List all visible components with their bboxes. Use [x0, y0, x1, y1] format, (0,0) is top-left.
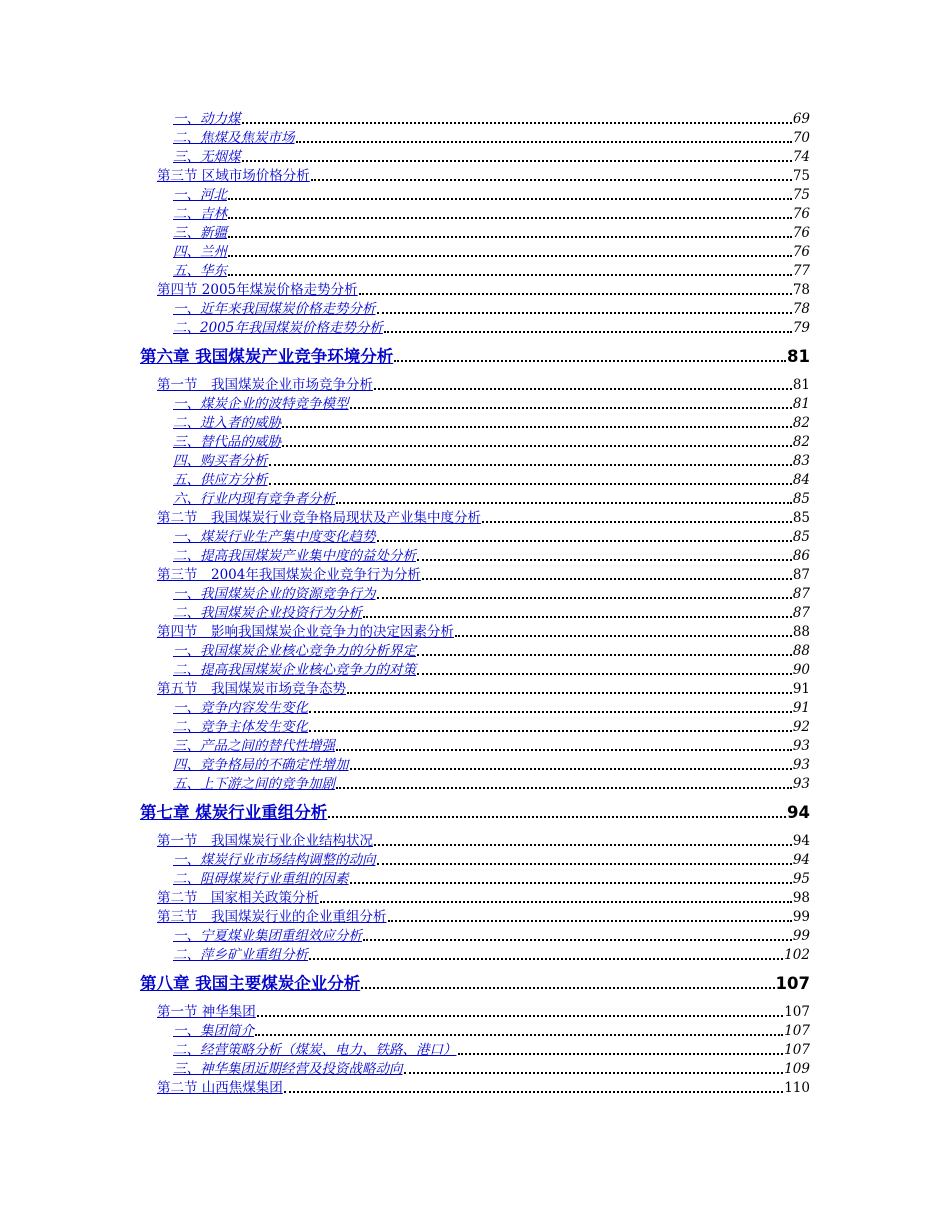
toc-entry-link[interactable]: 一、集团简介 [173, 1023, 254, 1039]
toc-page-number: 81 [787, 347, 810, 366]
dot-leader [347, 692, 792, 694]
toc-page-number: 78 [792, 301, 810, 317]
dot-leader [394, 360, 786, 362]
toc-section-entry[interactable] [157, 680, 810, 699]
toc-subsection-entry[interactable] [173, 642, 810, 661]
toc-page-number: 87 [792, 567, 810, 583]
dot-leader [374, 844, 792, 846]
toc-chapter-entry[interactable] [140, 338, 810, 376]
dot-leader [377, 597, 792, 599]
toc-entry-link[interactable]: 二、阻碍煤炭行业重组的因素 [173, 871, 349, 887]
toc-subsection-entry[interactable] [173, 528, 810, 547]
toc-page-number: 75 [792, 187, 810, 203]
dot-leader [377, 540, 792, 542]
toc-entry-link[interactable]: 二、萍乡矿业重组分析 [173, 947, 308, 963]
toc-page-number: 107 [775, 974, 810, 993]
toc-page-number: 94 [792, 852, 810, 868]
dot-leader [359, 293, 792, 295]
dot-leader [417, 673, 792, 675]
toc-entry-link[interactable]: 三、替代品的威胁 [173, 434, 281, 450]
toc-subsection-entry[interactable] [173, 547, 810, 566]
toc-entry-link[interactable]: 一、煤炭企业的波特竞争模型 [173, 396, 349, 412]
toc-section-entry[interactable] [157, 889, 810, 908]
toc-page-number: 107 [784, 1023, 810, 1039]
dot-leader [336, 502, 792, 504]
toc-entry-link[interactable]: 五、华东 [173, 263, 227, 279]
toc-entry-link[interactable]: 六、行业内现有竞争者分析 [173, 491, 335, 507]
dot-leader [417, 559, 792, 561]
toc-page-number: 98 [792, 890, 810, 906]
toc-entry-link[interactable]: 第四节 2005年煤炭价格走势分析 [157, 282, 358, 298]
toc-subsection-entry[interactable] [173, 851, 810, 870]
dot-leader [311, 179, 792, 181]
table-of-contents [0, 110, 950, 1098]
dot-leader [377, 863, 792, 865]
toc-page-number: 77 [792, 263, 810, 279]
toc-entry-link[interactable]: 第三节 2004年我国煤炭企业竞争行为分析 [157, 567, 421, 583]
toc-page-number: 102 [784, 947, 810, 963]
toc-page-number: 110 [784, 1080, 810, 1096]
toc-entry-link[interactable]: 一、河北 [173, 187, 227, 203]
toc-entry-link[interactable]: 第六章 我国煤炭产业竞争环境分析 [140, 347, 394, 366]
dot-leader [374, 388, 792, 390]
dot-leader [350, 407, 792, 409]
toc-entry-link[interactable]: 二、2005年我国煤炭价格走势分析 [173, 320, 383, 336]
toc-page-number: 109 [784, 1061, 810, 1077]
toc-section-entry[interactable] [157, 281, 810, 300]
toc-entry-link[interactable]: 四、购买者分析 [173, 453, 268, 469]
toc-page-number: 94 [787, 803, 810, 822]
toc-entry-link[interactable]: 二、提高我国煤炭产业集中度的益处分析 [173, 548, 416, 564]
toc-entry-link[interactable]: 五、上下游之间的竞争加剧 [173, 776, 335, 792]
toc-subsection-entry[interactable] [173, 946, 810, 965]
toc-entry-link[interactable]: 一、我国煤炭企业的资源竞争行为 [173, 586, 376, 602]
toc-chapter-entry[interactable] [140, 794, 810, 832]
toc-entry-link[interactable]: 四、竞争格局的不确定性增加 [173, 757, 349, 773]
toc-page-number: 84 [792, 472, 810, 488]
toc-subsection-entry[interactable] [173, 604, 810, 623]
dot-leader [361, 987, 774, 989]
toc-entry-link[interactable]: 三、新疆 [173, 225, 227, 241]
toc-section-entry[interactable] [157, 509, 810, 528]
toc-subsection-entry[interactable] [173, 471, 810, 490]
toc-entry-link[interactable]: 二、我国煤炭企业投资行为分析 [173, 605, 362, 621]
dot-leader [417, 654, 792, 656]
toc-subsection-entry[interactable] [173, 319, 810, 338]
dot-leader [296, 141, 792, 143]
toc-page-number: 93 [792, 738, 810, 754]
toc-page-number: 82 [792, 434, 810, 450]
toc-subsection-entry[interactable] [173, 452, 810, 471]
toc-subsection-entry[interactable] [173, 1022, 810, 1041]
dot-leader [269, 464, 792, 466]
toc-section-entry[interactable] [157, 167, 810, 186]
toc-subsection-entry[interactable] [173, 395, 810, 414]
toc-page-number: 83 [792, 453, 810, 469]
toc-page-number: 99 [792, 909, 810, 925]
toc-subsection-entry[interactable] [173, 300, 810, 319]
dot-leader [309, 711, 792, 713]
toc-entry-link[interactable]: 第四节 影响我国煤炭企业竞争力的决定因素分析 [157, 624, 454, 640]
toc-entry-link[interactable]: 第一节 我国煤炭行业企业结构状况 [157, 833, 373, 849]
dot-leader [284, 1091, 783, 1093]
toc-page-number: 90 [792, 662, 810, 678]
toc-subsection-entry[interactable] [173, 870, 810, 889]
toc-entry-link[interactable]: 二、焦煤及焦炭市场 [173, 130, 295, 146]
toc-page-number: 91 [792, 681, 810, 697]
toc-chapter-entry[interactable] [140, 965, 810, 1003]
toc-section-entry[interactable] [157, 832, 810, 851]
toc-page-number: 85 [792, 529, 810, 545]
toc-page-number: 85 [792, 510, 810, 526]
toc-page-number: 93 [792, 776, 810, 792]
toc-subsection-entry[interactable] [173, 129, 810, 148]
dot-leader [228, 274, 792, 276]
toc-entry-link[interactable]: 第一节 我国煤炭企业市场竞争分析 [157, 377, 373, 393]
toc-page-number: 92 [792, 719, 810, 735]
toc-page-number: 87 [792, 586, 810, 602]
toc-entry-link[interactable]: 第二节 我国煤炭行业竞争格局现状及产业集中度分析 [157, 510, 481, 526]
toc-subsection-entry[interactable] [173, 224, 810, 243]
toc-entry-link[interactable]: 一、宁夏煤业集团重组效应分析 [173, 928, 362, 944]
toc-subsection-entry[interactable] [173, 585, 810, 604]
dot-leader [282, 445, 792, 447]
toc-subsection-entry[interactable] [173, 490, 810, 509]
toc-entry-link[interactable]: 三、无烟煤 [173, 149, 241, 165]
toc-subsection-entry[interactable] [173, 205, 810, 224]
toc-subsection-entry[interactable] [173, 243, 810, 262]
toc-entry-link[interactable]: 一、煤炭行业市场结构调整的动向 [173, 852, 376, 868]
toc-page-number: 93 [792, 757, 810, 773]
toc-subsection-entry[interactable] [173, 1060, 810, 1079]
toc-section-entry[interactable] [157, 623, 810, 642]
dot-leader [422, 578, 792, 580]
toc-section-entry[interactable] [157, 1003, 810, 1022]
dot-leader [228, 198, 792, 200]
toc-subsection-entry[interactable] [173, 414, 810, 433]
dot-leader [384, 331, 792, 333]
toc-page-number: 85 [792, 491, 810, 507]
toc-entry-link[interactable]: 第八章 我国主要煤炭企业分析 [140, 974, 361, 993]
toc-subsection-entry[interactable] [173, 262, 810, 281]
toc-entry-link[interactable]: 第五节 我国煤炭市场竞争态势 [157, 681, 346, 697]
toc-entry-link[interactable]: 三、神华集团近期经营及投资战略动向 [173, 1061, 403, 1077]
toc-entry-link[interactable]: 一、近年来我国煤炭价格走势分析 [173, 301, 376, 317]
toc-subsection-entry[interactable] [173, 775, 810, 794]
toc-page-number: 76 [792, 225, 810, 241]
toc-entry-link[interactable]: 五、供应方分析 [173, 472, 268, 488]
toc-subsection-entry[interactable] [173, 148, 810, 167]
dot-leader [320, 901, 792, 903]
dot-leader [282, 426, 792, 428]
toc-section-entry[interactable] [157, 908, 810, 927]
toc-subsection-entry[interactable] [173, 756, 810, 775]
toc-subsection-entry[interactable] [173, 661, 810, 680]
toc-entry-link[interactable]: 一、动力煤 [173, 111, 241, 127]
toc-page-number: 79 [792, 320, 810, 336]
dot-leader [336, 749, 792, 751]
toc-page-number: 91 [792, 700, 810, 716]
toc-page-number: 76 [792, 244, 810, 260]
toc-entry-link[interactable]: 二、进入者的威胁 [173, 415, 281, 431]
toc-entry-link[interactable]: 第二节 国家相关政策分析 [157, 890, 319, 906]
toc-page-number: 76 [792, 206, 810, 222]
dot-leader [242, 122, 792, 124]
toc-page-number: 86 [792, 548, 810, 564]
toc-page-number: 82 [792, 415, 810, 431]
toc-section-entry[interactable] [157, 1079, 810, 1098]
dot-leader [363, 616, 792, 618]
toc-page-number: 69 [792, 111, 810, 127]
dot-leader [228, 217, 792, 219]
dot-leader [269, 483, 792, 485]
toc-entry-link[interactable]: 二、吉林 [173, 206, 227, 222]
toc-subsection-entry[interactable] [173, 718, 810, 737]
toc-page-number: 75 [792, 168, 810, 184]
toc-subsection-entry[interactable] [173, 433, 810, 452]
toc-subsection-entry[interactable] [173, 699, 810, 718]
toc-entry-link[interactable]: 二、竞争主体发生变化 [173, 719, 308, 735]
toc-page-number: 95 [792, 871, 810, 887]
toc-entry-link[interactable]: 一、竞争内容发生变化 [173, 700, 308, 716]
toc-page-number: 81 [792, 377, 810, 393]
toc-page-number: 88 [792, 643, 810, 659]
dot-leader [350, 768, 792, 770]
dot-leader [228, 255, 792, 257]
dot-leader [257, 1015, 783, 1017]
dot-leader [377, 312, 792, 314]
toc-entry-link[interactable]: 二、经营策略分析（煤炭、电力、铁路、港口） [173, 1042, 457, 1058]
dot-leader [455, 635, 792, 637]
dot-leader [458, 1053, 784, 1055]
dot-leader [309, 730, 792, 732]
dot-leader [482, 521, 792, 523]
dot-leader [242, 160, 792, 162]
toc-page-number: 99 [792, 928, 810, 944]
toc-page-number: 107 [784, 1042, 810, 1058]
toc-section-entry[interactable] [157, 376, 810, 395]
dot-leader [328, 816, 786, 818]
dot-leader [336, 787, 792, 789]
toc-subsection-entry[interactable] [173, 110, 810, 129]
toc-page-number: 81 [792, 396, 810, 412]
toc-entry-link[interactable]: 第一节 神华集团 [157, 1004, 256, 1020]
toc-entry-link[interactable]: 第三节 区域市场价格分析 [157, 168, 310, 184]
toc-entry-link[interactable]: 四、兰州 [173, 244, 227, 260]
toc-page-number: 78 [792, 282, 810, 298]
toc-page-number: 94 [792, 833, 810, 849]
toc-entry-link[interactable]: 一、我国煤炭企业核心竞争力的分析界定 [173, 643, 416, 659]
toc-entry-link[interactable]: 第七章 煤炭行业重组分析 [140, 803, 328, 822]
toc-subsection-entry[interactable] [173, 1041, 810, 1060]
toc-page-number: 88 [792, 624, 810, 640]
toc-entry-link[interactable]: 三、产品之间的替代性增强 [173, 738, 335, 754]
toc-section-entry[interactable] [157, 566, 810, 585]
toc-entry-link[interactable]: 第二节 山西焦煤集团 [157, 1080, 283, 1096]
toc-page-number: 87 [792, 605, 810, 621]
toc-subsection-entry[interactable] [173, 737, 810, 756]
dot-leader [228, 236, 792, 238]
dot-leader [388, 920, 792, 922]
toc-page-number: 74 [792, 149, 810, 165]
toc-entry-link[interactable]: 二、提高我国煤炭企业核心竞争力的对策 [173, 662, 416, 678]
toc-entry-link[interactable]: 第三节 我国煤炭行业的企业重组分析 [157, 909, 387, 925]
toc-entry-link[interactable]: 一、煤炭行业生产集中度变化趋势 [173, 529, 376, 545]
dot-leader [363, 939, 792, 941]
dot-leader [350, 882, 792, 884]
toc-page-number: 107 [784, 1004, 810, 1020]
dot-leader [255, 1034, 783, 1036]
toc-subsection-entry[interactable] [173, 186, 810, 205]
toc-page-number: 70 [792, 130, 810, 146]
dot-leader [309, 958, 783, 960]
dot-leader [404, 1072, 784, 1074]
toc-subsection-entry[interactable] [173, 927, 810, 946]
